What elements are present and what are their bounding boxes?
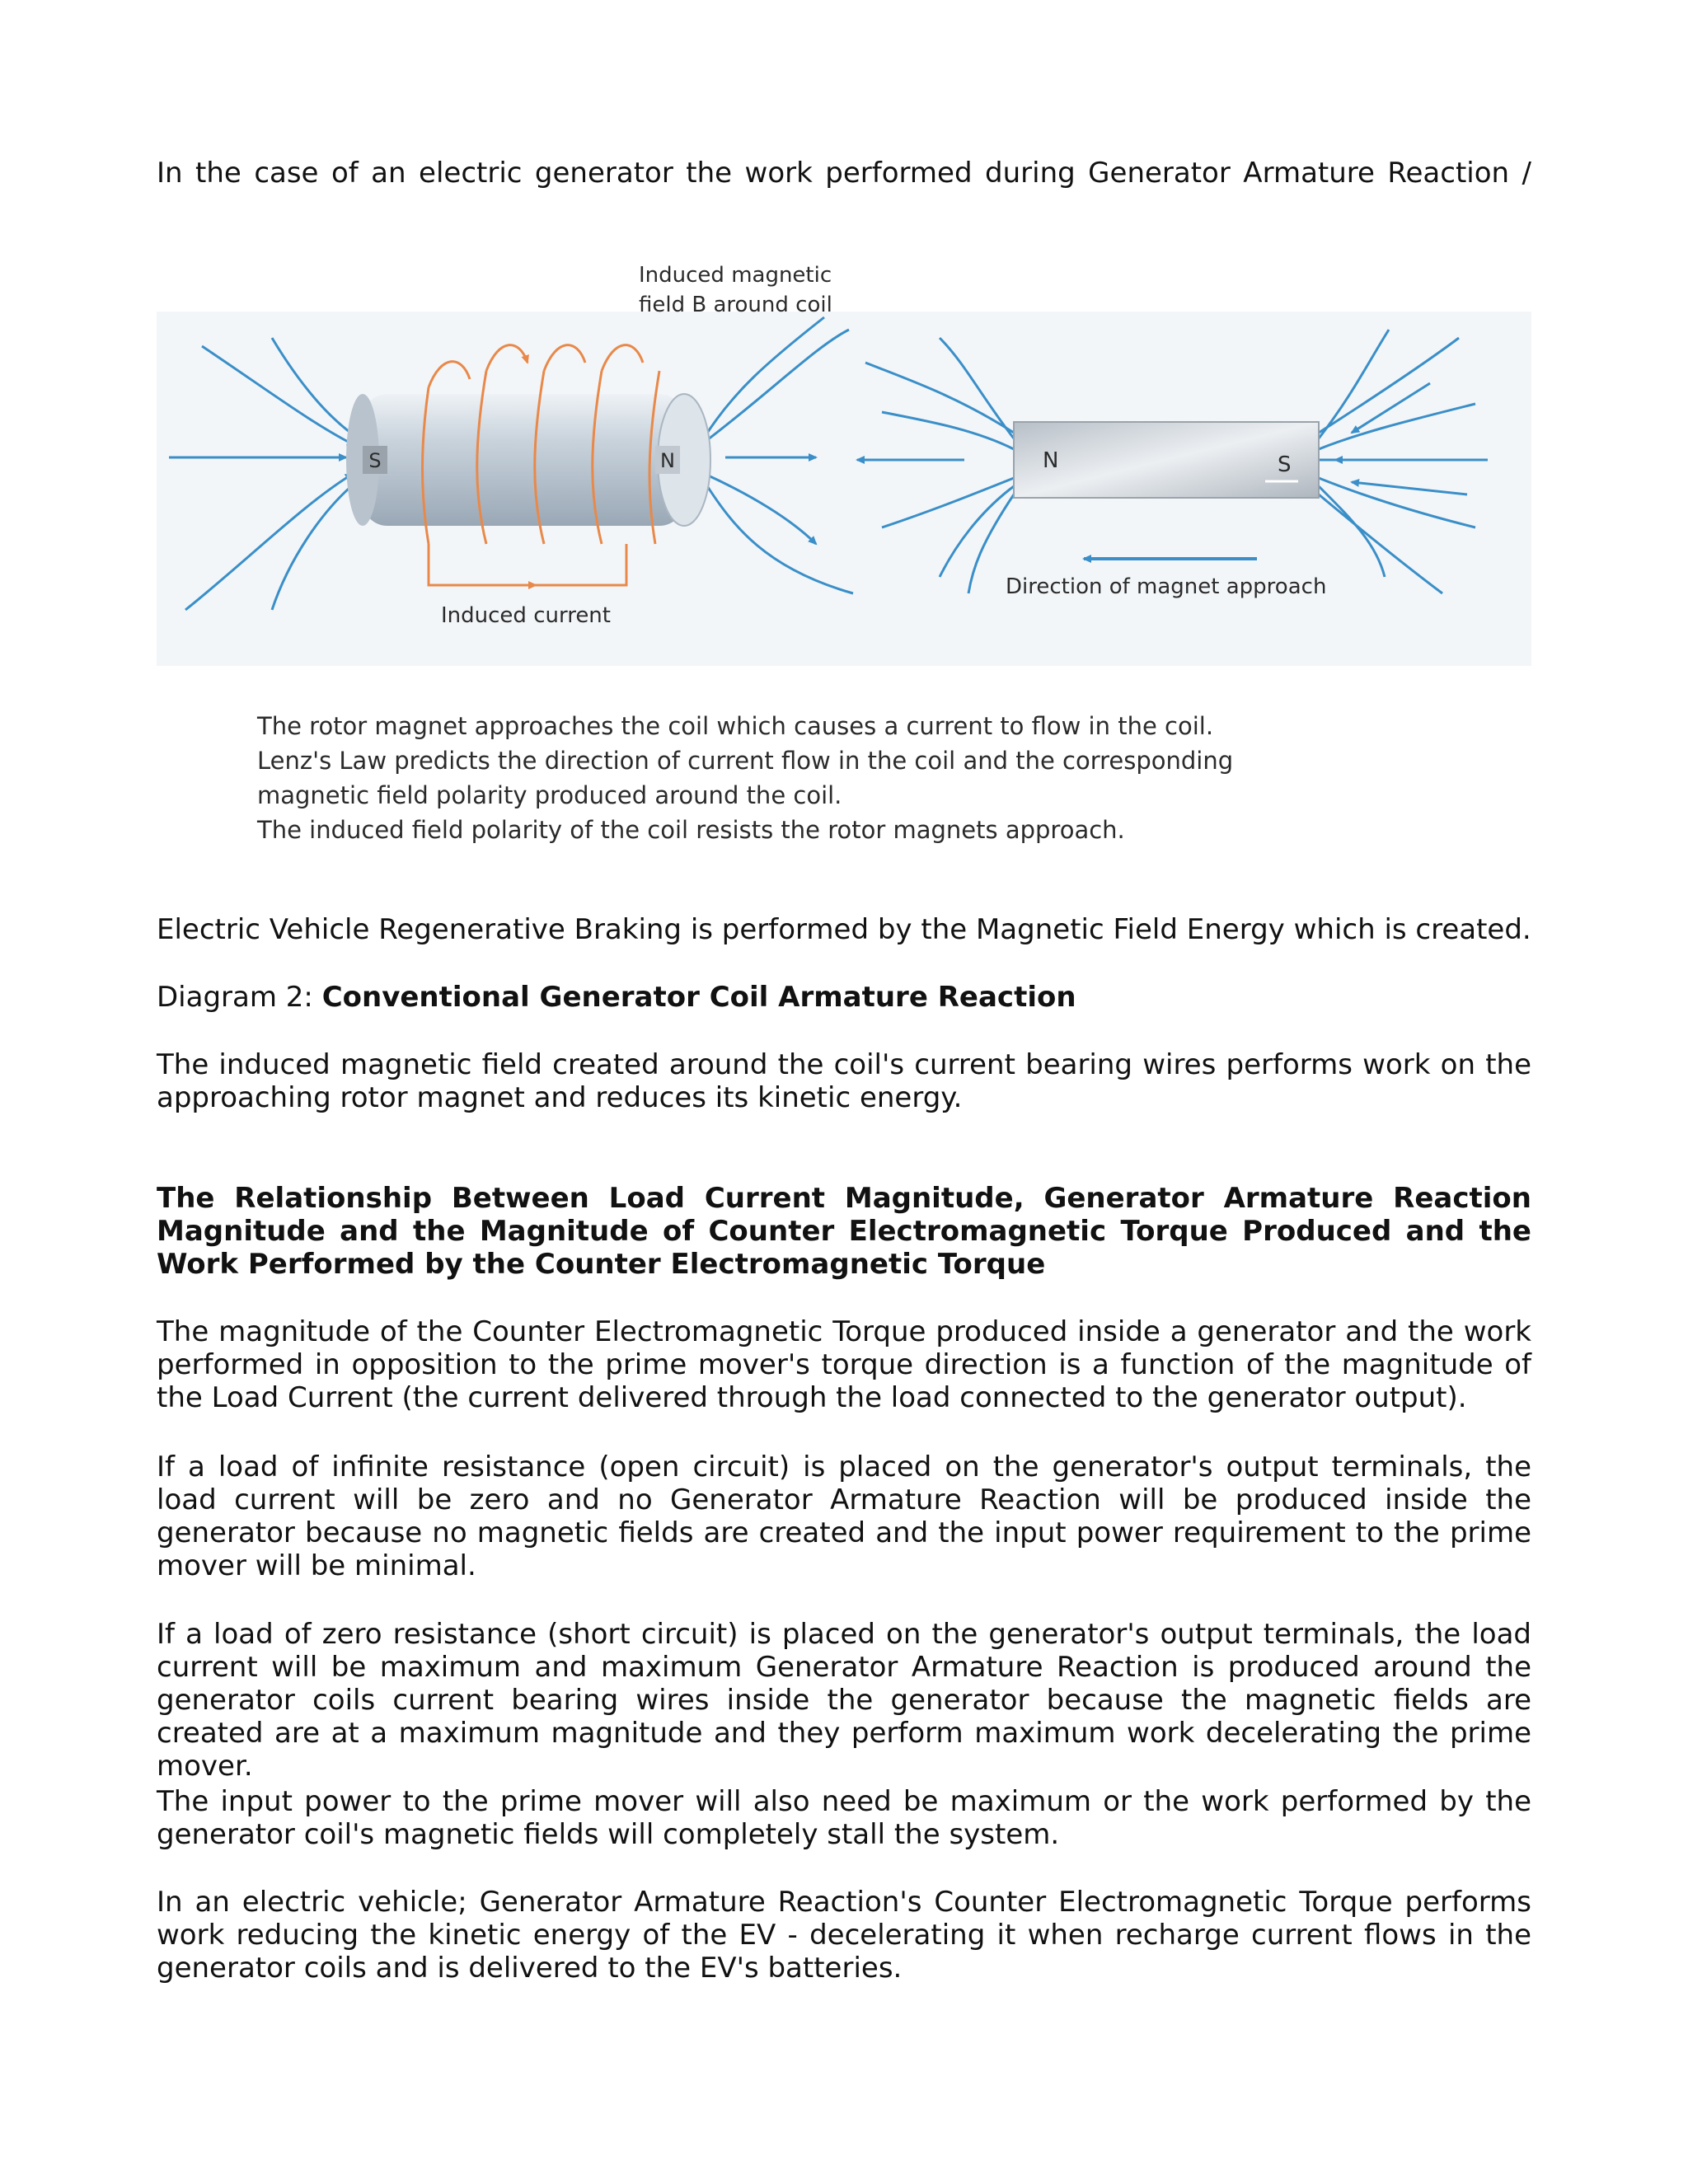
bar-magnet — [1014, 422, 1319, 498]
short-circuit-paragraph: If a load of zero resistance (short circuit) is placed on the generator's output terminals, the load current will be maximum and maximum Generator Armature Reaction is produced around the generator coils current bearing wires inside the generator because the magnetic fields are created are at a maximum magnitude and they perform maximum work decelerating the prime mover. — [157, 1618, 1531, 1783]
magnet-pole-left-label: N — [1043, 448, 1059, 473]
caption-line: The rotor magnet approaches the coil which causes a current to flow in the coil. — [257, 712, 1214, 740]
diagram-title: Conventional Generator Coil Armature Reaction — [321, 981, 1076, 1014]
ev-braking-paragraph: Electric Vehicle Regenerative Braking is performed by the Magnetic Field Energy which is created. — [157, 913, 1531, 946]
magnitude-paragraph: The magnitude of the Counter Electromagnetic Torque produced inside a generator and the work performed in opposition to the prime mover's torque direction is a function of the magnitude of the Load Current (the current delivered through the load connected to the generator output). — [157, 1315, 1531, 1414]
caption-line: magnetic field polarity produced around the coil. — [257, 781, 842, 809]
label-induced-field-line1: Induced magnetic — [639, 263, 832, 288]
ev-torque-paragraph: In an electric vehicle; Generator Armature Reaction's Counter Electromagnetic Torque performs work reducing the kinetic energy of the EV - decelerating it when recharge current flows in the generator coils and is delivered to the EV's batteries. — [157, 1886, 1531, 1985]
armature-reaction-figure — [157, 247, 1531, 874]
magnet-pole-right-label: S — [1278, 452, 1292, 477]
caption-line: The induced field polarity of the coil resists the rotor magnets approach. — [257, 816, 1125, 844]
diagram-caption — [157, 981, 1531, 1014]
section-heading: The Relationship Between Load Current Magnitude, Generator Armature Reaction Magnitude and the Magnitude of Counter Electromagnetic Torque Produced and the Work Performed by the Counter Electromagnetic Torque — [157, 1182, 1531, 1281]
label-direction: Direction of magnet approach — [1006, 574, 1327, 599]
coil-pole-right-label: N — [660, 449, 675, 472]
caption-line: Lenz's Law predicts the direction of current flow in the coil and the corresponding — [257, 747, 1234, 775]
induced-field-paragraph: The induced magnetic field created around the coil's current bearing wires performs work on the approaching rotor magnet and reduces its kinetic energy. — [157, 1048, 1531, 1114]
label-induced-current: Induced current — [441, 603, 611, 628]
label-induced-field-line2: field B around coil — [639, 293, 832, 317]
intro-paragraph: In the case of an electric generator the work performed during Generator Armature Reaction / — [157, 157, 1531, 190]
open-circuit-paragraph: If a load of infinite resistance (open circuit) is placed on the generator's output terminals, the load current will be zero and no Generator Armature Reaction will be produced inside the generator because no magnetic fields are created and the input power requirement to the prime mover will be minimal. — [157, 1451, 1531, 1582]
figure-caption — [257, 709, 1329, 847]
coil-pole-left-label: S — [368, 449, 382, 472]
diagram-prefix: Diagram 2: — [157, 981, 322, 1014]
input-power-paragraph: The input power to the prime mover will also need be maximum or the work performed by the generator coil's magnetic fields will completely stall the system. — [157, 1785, 1531, 1851]
